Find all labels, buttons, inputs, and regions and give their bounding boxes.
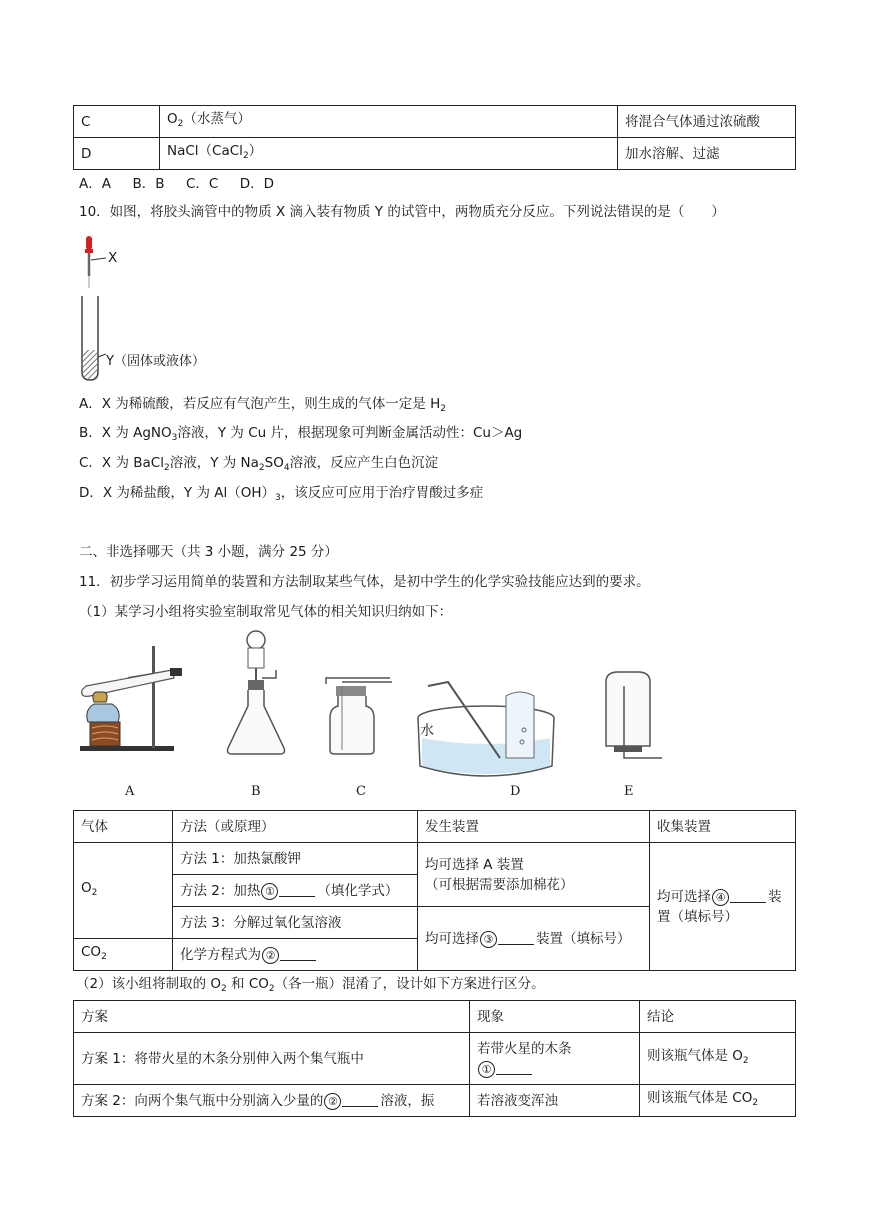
table-row xyxy=(74,138,796,170)
method-1-cell: 方法 1：加热氯酸钾 xyxy=(173,843,418,875)
option-b[interactable]: B．B xyxy=(132,176,165,192)
q10-option-a[interactable]: A．X 为稀硫酸，若反应有气泡产生，则生成的气体一定是 $H_2$ xyxy=(79,396,446,414)
conclusion-2-cell: 则该瓶气体是 $CO_2$ xyxy=(640,1085,796,1117)
scheme-blank-2-input[interactable] xyxy=(342,1092,378,1107)
q9-options xyxy=(79,172,274,192)
phenomenon-2-cell: 若溶液变浑浊 xyxy=(470,1085,640,1117)
apparatus-a-icon xyxy=(80,646,182,751)
scheme-2-cell: 方案 2：向两个集气瓶中分别滴入少量的 ② 溶液，振 xyxy=(74,1085,470,1117)
apparatus-e-icon xyxy=(606,672,662,758)
q10-option-c[interactable]: C．X 为 BaCl$_2$溶液，Y 为 $Na_2SO_4$溶液，反应产生白色沉淀 xyxy=(79,455,439,473)
collector-cell: 均可选择 ④ 装 置（填标号） xyxy=(650,843,796,971)
substance-cell: NaCl（CaCl$_2$） xyxy=(160,138,618,170)
generator-select-cell: 均可选择 ③ 装置（填标号） xyxy=(418,907,650,971)
q10-stem: 10．如图，将胶头滴管中的物质 X 滴入装有物质 Y 的试管中，两物质充分反应。下列说法错误的是（ ） xyxy=(79,204,725,220)
scheme-table xyxy=(73,1000,796,1117)
substance-cell: $O_2$（水蒸气） xyxy=(160,106,618,138)
method-cell: 加水溶解、过滤 xyxy=(618,138,796,170)
q10-option-b[interactable]: B．X 为 AgNO$_3$溶液，Y 为 Cu 片，根据现象可判断金属活动性：Cu＞Ag xyxy=(79,425,523,443)
option-c[interactable]: C．C xyxy=(185,176,219,192)
blank-2-input[interactable] xyxy=(280,946,316,961)
dropper-testtube-figure xyxy=(76,232,236,382)
q11-part1: （1）某学习小组将实验室制取常见气体的相关知识归纳如下： xyxy=(79,604,453,620)
q10-option-d[interactable]: D．X 为稀盐酸，Y 为 $Al(OH)_3$，该反应可应用于治疗胃酸过多症 xyxy=(79,485,484,503)
header-gas: 气体 xyxy=(74,811,173,843)
apparatus-label-e: E xyxy=(624,784,634,799)
table-row xyxy=(74,843,796,875)
table-header xyxy=(74,811,796,843)
header-collector: 收集装置 xyxy=(650,811,796,843)
q11-part2: （2）该小组将制取的 $O_2$ 和 $CO_2$（各一瓶）混淆了，设计如下方案进行区分。 xyxy=(76,976,545,994)
option-a[interactable]: A．A xyxy=(79,176,111,192)
gas-o2-cell: $O_2$ xyxy=(74,843,173,939)
option-d[interactable]: D．D xyxy=(239,176,275,192)
gas-preparation-table xyxy=(73,810,796,971)
x-label: X xyxy=(108,250,118,266)
apparatus-label-d: D xyxy=(510,784,521,799)
header-phenomenon: 现象 xyxy=(470,1001,640,1033)
blank-4-input[interactable] xyxy=(730,888,766,903)
row-label: C xyxy=(74,106,160,138)
table-row xyxy=(74,106,796,138)
scheme-blank-1-input[interactable] xyxy=(496,1060,532,1075)
generator-a-cell: 均可选择 A 装置 （可根据需要添加棉花） xyxy=(418,843,650,907)
method-2-cell: 方法 2：加热 ① （填化学式） xyxy=(173,875,418,907)
table-header xyxy=(74,1001,796,1033)
water-label: 水 xyxy=(420,723,434,739)
phenomenon-1-cell: 若带火星的木条 ① xyxy=(470,1033,640,1085)
header-scheme: 方案 xyxy=(74,1001,470,1033)
header-conclusion: 结论 xyxy=(640,1001,796,1033)
conclusion-1-cell: 则该瓶气体是 $O_2$ xyxy=(640,1033,796,1085)
blank-3-input[interactable] xyxy=(498,930,534,945)
blank-1-input[interactable] xyxy=(279,882,315,897)
impurity-table xyxy=(73,105,796,170)
gas-co2-cell: $CO_2$ xyxy=(74,939,173,971)
table-row xyxy=(74,1085,796,1117)
apparatus-figure xyxy=(76,626,676,804)
method-cell: 将混合气体通过浓硫酸 xyxy=(618,106,796,138)
method-3-cell: 方法 3：分解过氧化氢溶液 xyxy=(173,907,418,939)
header-generator: 发生装置 xyxy=(418,811,650,843)
method-4-cell: 化学方程式为 ② xyxy=(173,939,418,971)
apparatus-c-icon xyxy=(326,678,392,754)
apparatus-label-a: A xyxy=(125,784,135,799)
header-method: 方法（或原理） xyxy=(173,811,418,843)
apparatus-label-c: C xyxy=(356,784,366,799)
section-heading: 二、非选择哪天（共 3 小题，满分 25 分） xyxy=(79,544,338,560)
apparatus-d-icon xyxy=(418,682,554,776)
y-label: Y（固体或液体） xyxy=(106,354,205,369)
scheme-1-cell: 方案 1：将带火星的木条分别伸入两个集气瓶中 xyxy=(74,1033,470,1085)
apparatus-b-icon xyxy=(228,631,285,754)
apparatus-label-b: B xyxy=(251,784,261,799)
row-label: D xyxy=(74,138,160,170)
table-row xyxy=(74,1033,796,1085)
q11-stem: 11．初步学习运用简单的装置和方法制取某些气体，是初中学生的化学实验技能应达到的要求。 xyxy=(79,574,650,590)
